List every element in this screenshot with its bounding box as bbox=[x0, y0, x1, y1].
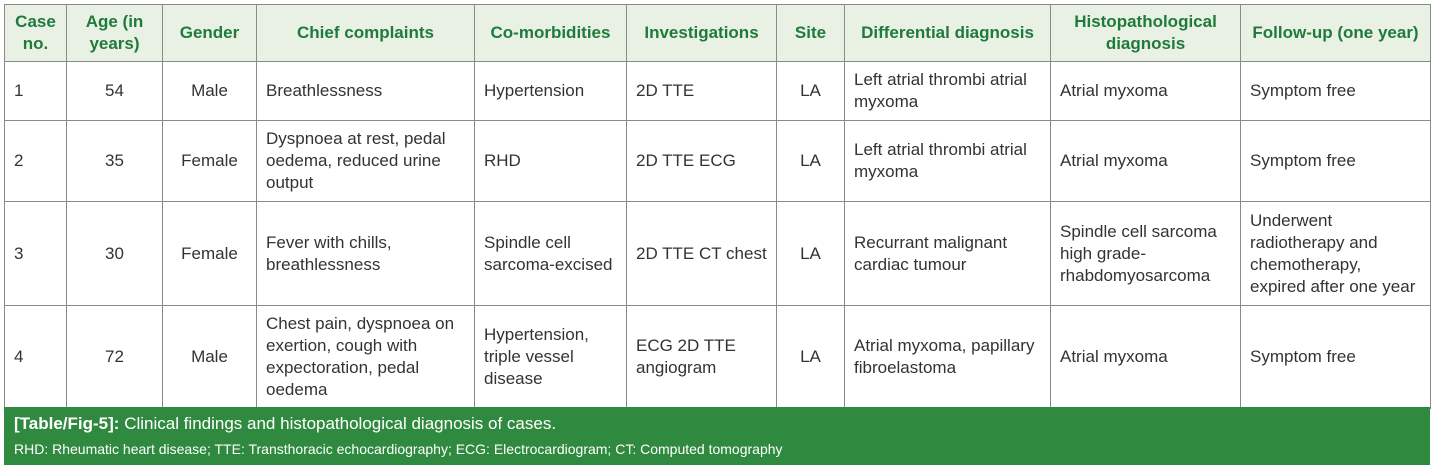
cell-follow-up: Symptom free bbox=[1241, 62, 1431, 121]
cell-investigations: 2D TTE bbox=[627, 62, 777, 121]
cell-site: LA bbox=[777, 202, 845, 306]
header-co-morbidities: Co-morbidities bbox=[475, 5, 627, 62]
table-row bbox=[5, 121, 1431, 202]
cell-differential-diagnosis: Left atrial thrombi atrial myxoma bbox=[845, 121, 1051, 202]
cell-case-no: 3 bbox=[5, 202, 67, 306]
cell-histopathological-diagnosis: Spindle cell sarcoma high grade-rhabdomyosarcoma bbox=[1051, 202, 1241, 306]
cell-differential-diagnosis: Recurrant malignant cardiac tumour bbox=[845, 202, 1051, 306]
cell-investigations: 2D TTE CT chest bbox=[627, 202, 777, 306]
caption-footnote: RHD: Rheumatic heart disease; TTE: Transthoracic echocardiography; ECG: Electrocardiogram; CT: Computed tomography bbox=[14, 441, 783, 457]
cell-co-morbidities: Spindle cell sarcoma-excised bbox=[475, 202, 627, 306]
header-row bbox=[5, 5, 1431, 62]
caption-title: Clinical findings and histopathological diagnosis of cases. bbox=[124, 414, 557, 433]
table-caption bbox=[4, 407, 1430, 465]
cell-follow-up: Underwent radiotherapy and chemotherapy, expired after one year bbox=[1241, 202, 1431, 306]
header-follow-up: Follow-up (one year) bbox=[1241, 5, 1431, 62]
table-row bbox=[5, 62, 1431, 121]
cell-chief-complaints: Chest pain, dyspnoea on exertion, cough with expectoration, pedal oedema bbox=[257, 306, 475, 409]
cell-histopathological-diagnosis: Atrial myxoma bbox=[1051, 306, 1241, 409]
table-row bbox=[5, 202, 1431, 306]
cell-follow-up: Symptom free bbox=[1241, 306, 1431, 409]
cell-gender: Female bbox=[163, 202, 257, 306]
cell-chief-complaints: Breathlessness bbox=[257, 62, 475, 121]
cell-gender: Female bbox=[163, 121, 257, 202]
cell-follow-up: Symptom free bbox=[1241, 121, 1431, 202]
table-row bbox=[5, 306, 1431, 409]
cell-case-no: 2 bbox=[5, 121, 67, 202]
cell-chief-complaints: Dyspnoea at rest, pedal oedema, reduced urine output bbox=[257, 121, 475, 202]
cell-gender: Male bbox=[163, 62, 257, 121]
cell-age: 35 bbox=[67, 121, 163, 202]
cell-case-no: 1 bbox=[5, 62, 67, 121]
header-chief-complaints: Chief complaints bbox=[257, 5, 475, 62]
header-differential-diagnosis: Differential diagnosis bbox=[845, 5, 1051, 62]
caption-title-line bbox=[14, 412, 1420, 436]
cell-gender: Male bbox=[163, 306, 257, 409]
cell-case-no: 4 bbox=[5, 306, 67, 409]
header-age: Age (in years) bbox=[67, 5, 163, 62]
cell-investigations: ECG 2D TTE angiogram bbox=[627, 306, 777, 409]
cell-age: 54 bbox=[67, 62, 163, 121]
cell-site: LA bbox=[777, 121, 845, 202]
clinical-findings-table bbox=[4, 4, 1431, 409]
cell-age: 30 bbox=[67, 202, 163, 306]
cell-differential-diagnosis: Atrial myxoma, papillary fibroelastoma bbox=[845, 306, 1051, 409]
caption-label: [Table/Fig-5]: bbox=[14, 414, 120, 433]
cell-differential-diagnosis: Left atrial thrombi atrial myxoma bbox=[845, 62, 1051, 121]
header-histopathological-diagnosis: Histopathological diagnosis bbox=[1051, 5, 1241, 62]
header-investigations: Investigations bbox=[627, 5, 777, 62]
header-site: Site bbox=[777, 5, 845, 62]
cell-site: LA bbox=[777, 62, 845, 121]
header-gender: Gender bbox=[163, 5, 257, 62]
cell-age: 72 bbox=[67, 306, 163, 409]
cell-chief-complaints: Fever with chills, breathlessness bbox=[257, 202, 475, 306]
cell-histopathological-diagnosis: Atrial myxoma bbox=[1051, 121, 1241, 202]
cell-co-morbidities: Hypertension bbox=[475, 62, 627, 121]
cell-co-morbidities: Hypertension, triple vessel disease bbox=[475, 306, 627, 409]
cell-co-morbidities: RHD bbox=[475, 121, 627, 202]
header-case-no: Case no. bbox=[5, 5, 67, 62]
cell-investigations: 2D TTE ECG bbox=[627, 121, 777, 202]
cell-histopathological-diagnosis: Atrial myxoma bbox=[1051, 62, 1241, 121]
cell-site: LA bbox=[777, 306, 845, 409]
